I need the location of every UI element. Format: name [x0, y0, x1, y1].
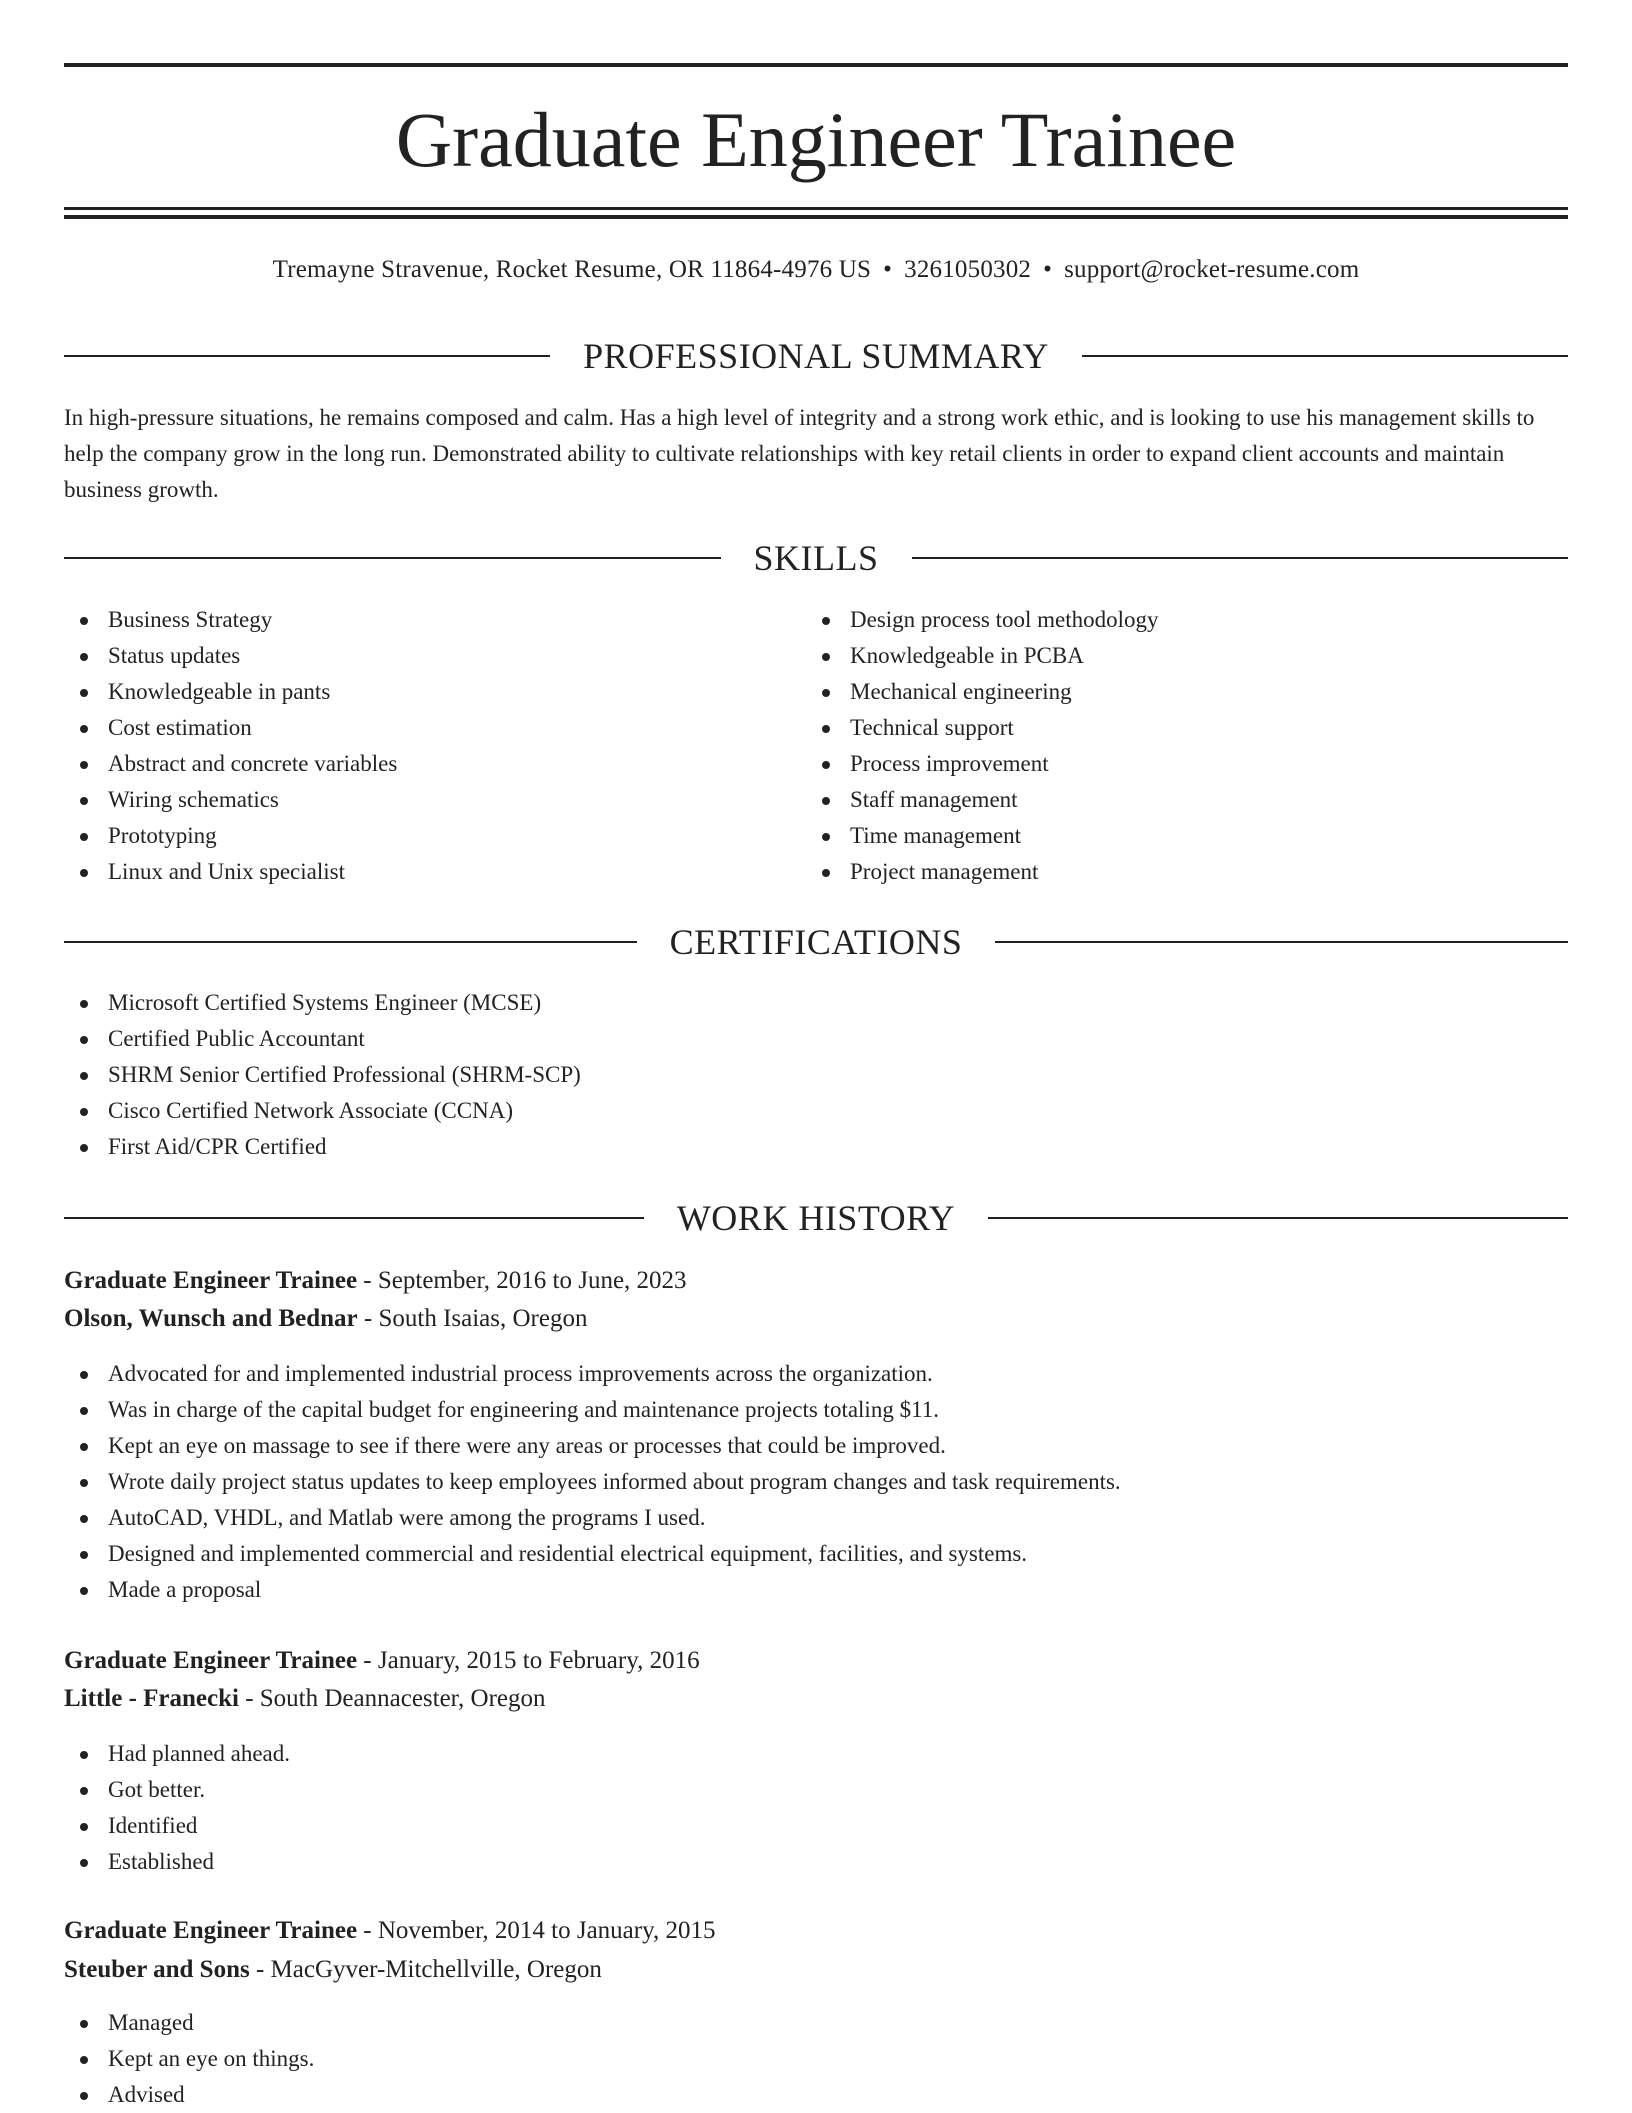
- section-heading-skills: [64, 536, 1568, 580]
- skill-item: Linux and Unix specialist: [64, 854, 397, 890]
- job-duty-item: Identified: [64, 1808, 290, 1844]
- job-company: Little - Franecki: [64, 1685, 239, 1712]
- contact-line: [64, 254, 1568, 286]
- job-dates: September, 2016 to June, 2023: [377, 1267, 687, 1294]
- job-title-line: [64, 1263, 687, 1299]
- heading-rule-right: [912, 557, 1569, 559]
- job-separator: -: [249, 1956, 271, 1983]
- job-company-line: [64, 1681, 546, 1717]
- contact-address: Tremayne Stravenue, Rocket Resume, OR 11864-4976 US: [272, 256, 872, 283]
- skill-item: Abstract and concrete variables: [64, 746, 397, 782]
- section-title: SKILLS: [753, 538, 879, 578]
- heading-rule-right: [1082, 355, 1568, 357]
- job-duties-list: [64, 1356, 1121, 1608]
- title-rule-lower: [64, 215, 1568, 219]
- job-title-line: [64, 1643, 700, 1679]
- job-duty-item: Advised: [64, 2077, 314, 2113]
- top-rule: [64, 63, 1568, 67]
- job-duty-item: Established: [64, 1844, 290, 1880]
- job-duty-item: Wrote daily project status updates to keep employees informed about program changes and task requirements.: [64, 1464, 1121, 1500]
- heading-rule-left: [64, 941, 637, 943]
- title-rule-upper: [64, 207, 1568, 210]
- job-duty-item: Designed and implemented commercial and residential electrical equipment, facilities, and systems.: [64, 1536, 1121, 1572]
- job-dates: November, 2014 to January, 2015: [377, 1917, 716, 1944]
- job-duty-item: AutoCAD, VHDL, and Matlab were among the programs I used.: [64, 1500, 1121, 1536]
- job-duty-item: Had planned ahead.: [64, 1736, 290, 1772]
- job-duty-item: Kept an eye on things.: [64, 2041, 314, 2077]
- job-duty-item: Advocated for and implemented industrial process improvements across the organization.: [64, 1356, 1121, 1392]
- section-heading-certifications: [64, 920, 1568, 964]
- skill-item: Mechanical engineering: [806, 674, 1159, 710]
- heading-rule-left: [64, 557, 721, 559]
- skill-item: Knowledgeable in pants: [64, 674, 397, 710]
- job-separator: -: [357, 1267, 378, 1294]
- job-duty-item: Was in charge of the capital budget for engineering and maintenance projects totaling $11.: [64, 1392, 1121, 1428]
- job-location: MacGyver-Mitchellville, Oregon: [270, 1956, 602, 1983]
- contact-phone: 3261050302: [904, 256, 1032, 283]
- skills-list-left: [64, 602, 397, 890]
- job-title: Graduate Engineer Trainee: [64, 1647, 358, 1674]
- heading-rule-left: [64, 1217, 644, 1219]
- section-title: WORK HISTORY: [676, 1198, 956, 1238]
- job-duties-list: [64, 2005, 314, 2113]
- certification-item: SHRM Senior Certified Professional (SHRM-SCP): [64, 1057, 581, 1093]
- job-dates: January, 2015 to February, 2016: [377, 1647, 700, 1674]
- job-separator: -: [357, 1647, 378, 1674]
- skill-item: Design process tool methodology: [806, 602, 1159, 638]
- certification-item: Microsoft Certified Systems Engineer (MCSE): [64, 985, 581, 1021]
- skill-item: Process improvement: [806, 746, 1159, 782]
- section-title: CERTIFICATIONS: [669, 922, 963, 962]
- skill-item: Business Strategy: [64, 602, 397, 638]
- skill-item: Prototyping: [64, 818, 397, 854]
- job-separator: -: [357, 1305, 379, 1332]
- section-heading-work-history: [64, 1196, 1568, 1240]
- job-title: Graduate Engineer Trainee: [64, 1917, 358, 1944]
- job-duty-item: Kept an eye on massage to see if there were any areas or processes that could be improved.: [64, 1428, 1121, 1464]
- job-separator: -: [238, 1685, 260, 1712]
- job-duties-list: [64, 1736, 290, 1880]
- job-duty-item: Got better.: [64, 1772, 290, 1808]
- skill-item: Technical support: [806, 710, 1159, 746]
- skill-item: Time management: [806, 818, 1159, 854]
- skill-item: Staff management: [806, 782, 1159, 818]
- heading-rule-left: [64, 355, 550, 357]
- resume-title: Graduate Engineer Trainee: [395, 96, 1237, 183]
- section-title: PROFESSIONAL SUMMARY: [583, 336, 1049, 376]
- job-title-line: [64, 1913, 715, 1949]
- job-duty-item: Made a proposal: [64, 1572, 1121, 1608]
- skills-list-right: [806, 602, 1159, 890]
- certification-item: Cisco Certified Network Associate (CCNA): [64, 1093, 581, 1129]
- job-location: South Deannacester, Oregon: [259, 1685, 546, 1712]
- job-location: South Isaias, Oregon: [378, 1305, 588, 1332]
- job-duty-item: Managed: [64, 2005, 314, 2041]
- contact-email: support@rocket-resume.com: [1064, 256, 1360, 283]
- job-company: Olson, Wunsch and Bednar: [64, 1305, 358, 1332]
- heading-rule-right: [988, 1217, 1568, 1219]
- skill-item: Knowledgeable in PCBA: [806, 638, 1159, 674]
- heading-rule-right: [995, 941, 1568, 943]
- certifications-list: [64, 985, 581, 1165]
- summary-text: In high-pressure situations, he remains composed and calm. Has a high level of integrity and a strong work ethic, and is looking to use his management skills to help the company grow in the long run. Demonstrated ability to cultivate relationships with key retail clients in order to expand client accounts and maintain business growth.: [64, 405, 1535, 502]
- skill-item: Project management: [806, 854, 1159, 890]
- section-heading-summary: [64, 334, 1568, 378]
- skill-item: Wiring schematics: [64, 782, 397, 818]
- certification-item: Certified Public Accountant: [64, 1021, 581, 1057]
- job-company-line: [64, 1301, 587, 1337]
- skill-item: Status updates: [64, 638, 397, 674]
- contact-separator: •: [883, 256, 893, 283]
- skill-item: Cost estimation: [64, 710, 397, 746]
- contact-separator: •: [1043, 256, 1053, 283]
- job-company-line: [64, 1952, 602, 1988]
- job-title: Graduate Engineer Trainee: [64, 1267, 358, 1294]
- certification-item: First Aid/CPR Certified: [64, 1129, 581, 1165]
- job-company: Steuber and Sons: [64, 1956, 250, 1983]
- job-separator: -: [357, 1917, 378, 1944]
